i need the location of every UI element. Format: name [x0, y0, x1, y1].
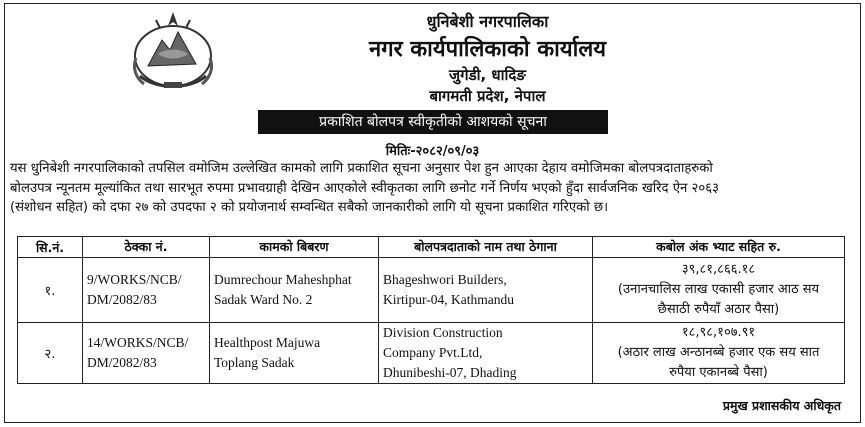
header-sn: सि.नं.	[18, 237, 83, 258]
bidder-line: Dhunibeshi-07, Dhading	[383, 365, 517, 380]
signatory-title: प्रमुख प्रशासकीय अधिकृत	[722, 398, 841, 413]
bidder-line: Bhageshwori Builders,	[383, 272, 507, 287]
header-work: कामको बिबरण	[210, 237, 379, 258]
amount-figure: १८,९८,१०७.९१	[681, 325, 756, 340]
work-line: Sadak Ward No. 2	[214, 292, 313, 307]
work-line: Healthpost Majuwa	[214, 335, 321, 350]
cell-bidder	[379, 258, 593, 323]
header-amount: कबोल अंक भ्याट सहित रु.	[593, 237, 845, 258]
cell-contract	[83, 258, 210, 323]
municipality-name: धुनिबेशी नगरपालिका	[426, 12, 549, 31]
work-line: Toplang Sadak	[214, 355, 295, 370]
table-header-row	[18, 237, 845, 258]
table-row	[18, 323, 845, 384]
cell-sn: २.	[18, 323, 83, 384]
contract-line: DM/2082/83	[87, 292, 157, 307]
cell-sn: १.	[18, 258, 83, 323]
amount-words: रुपैया एकानब्बे पैसा)	[669, 365, 768, 380]
notice-line: बोलउपत्र न्यूनतम मूल्यांकित तथा सारभूत रुपमा प्रभावग्राही देखिन आएकोले स्वीकृतका लागि छनोट गर्ने निर्णय भएको हुँदा सार्वजनिक खरिद ऐन २०६३	[10, 180, 719, 196]
amount-words: (उनानचालिस लाख एकासी हजार आठ सय	[617, 282, 820, 297]
province-name: बागमती प्रदेश, नेपाल	[429, 87, 546, 105]
contract-line: 9/WORKS/NCB/	[87, 272, 182, 287]
bidder-line: Company Pvt.Ltd,	[383, 345, 483, 360]
header-contract: ठेक्का नं.	[83, 237, 210, 258]
notice-line: यस धुनिबेशी नगरपालिकाको तपसिल वमोजिम उल्लेखित कामको लागि प्रकाशित सूचना अनुसार पेश हुन आएका देहाय वमोजिमका बोलपत्रदाताहरुको	[10, 161, 713, 176]
amount-words: छैसाठी रुपैयाँ अठार पैसा)	[657, 302, 780, 317]
bidder-line: Kirtipur-04, Kathmandu	[383, 292, 514, 307]
header-bidder: बोलपत्रदाताको नाम तथा ठेगाना	[379, 237, 593, 258]
work-line: Dumrechour Maheshphat	[214, 272, 352, 287]
notice-line: (संशोधन सहित) को दफा २७ को उपदफा २ को प्रयोजनार्थ सम्वन्धित सबैको जानकारीको लागि यो सूचना प्रकाशित गरिएको छ।	[10, 200, 609, 215]
bidder-line: Division Construction	[383, 325, 503, 340]
amount-figure: ३९,८१,८६६.१८	[681, 262, 756, 277]
table-row	[18, 258, 845, 323]
notice-body	[10, 159, 860, 218]
office-location: जुगेडी, धादिङ	[449, 66, 526, 84]
notice-title: प्रकाशित बोलपत्र स्वीकृतीको आशयको सूचना	[258, 110, 608, 134]
contract-line: 14/WORKS/NCB/	[87, 335, 189, 350]
cell-contract	[83, 323, 210, 384]
notice-date: मितिः-२०८२/०९/०३	[385, 144, 480, 159]
cell-work	[210, 323, 379, 384]
office-name: नगर कार्यपालिकाको कार्यालय	[369, 37, 606, 62]
cell-amount	[593, 323, 845, 384]
cell-amount	[593, 258, 845, 323]
amount-words: (अठार लाख अन्ठानब्बे हजार एक सय सात	[617, 345, 820, 360]
contract-line: DM/2082/83	[87, 355, 157, 370]
award-table	[17, 236, 845, 384]
cell-work	[210, 258, 379, 323]
cell-bidder	[379, 323, 593, 384]
